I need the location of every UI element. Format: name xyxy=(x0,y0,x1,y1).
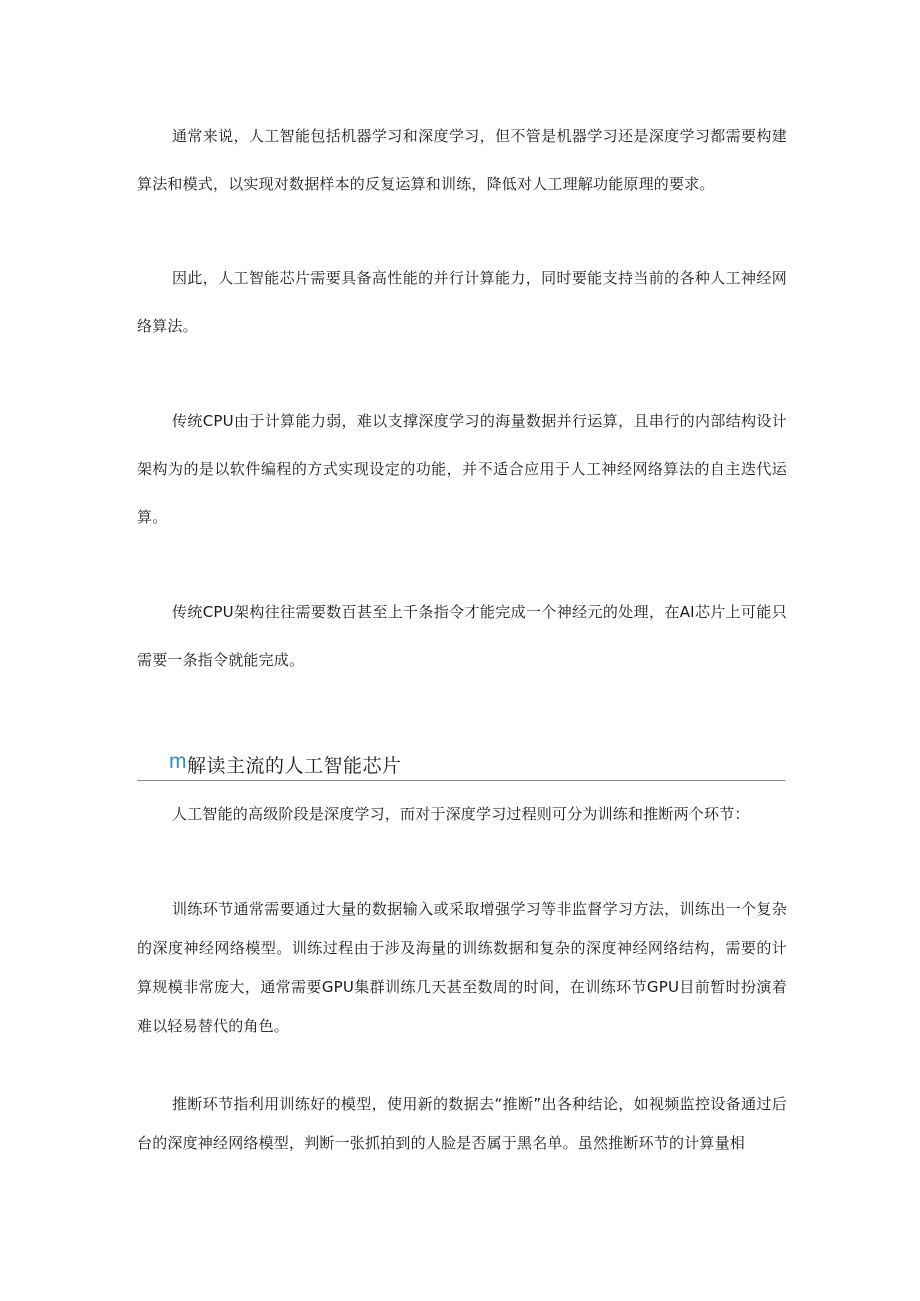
paragraph-cpu-limitations: 传统CPU由于计算能力弱，难以支撑深度学习的海量数据并行运算，且串行的内部结构设计架构为的是以软件编程的方式实现设定的功能，并不适合应用于人工神经网络算法的自主迭代运算。 xyxy=(137,412,787,526)
paragraph-ai-chip-requirements: 因此，人工智能芯片需要具备高性能的并行计算能力，同时要能支持当前的各种人工神经网络算法。 xyxy=(137,269,787,335)
heading-title: 解读主流的人工智能芯片 xyxy=(187,755,402,777)
paragraph-training: 训练环节通常需要通过大量的数据输入或采取增强学习等非监督学习方法，训练出一个复杂的深度神经网络模型。训练过程由于涉及海量的训练数据和复杂的深度神经网络结构，需要的计算规模非常庞大，通常需要GPU集群训练几天甚至数周的时间，在训练环节GPU目前暂时扮演着难以轻易替代的角色。 xyxy=(137,900,787,1035)
paragraph-deep-learning-stages: 人工智能的高级阶段是深度学习，而对于深度学习过程则可分为训练和推断两个环节： xyxy=(172,805,750,823)
paragraph-cpu-instructions: 传统CPU架构往往需要数百甚至上千条指令才能完成一个神经元的处理，在AI芯片上可能只需要一条指令就能完成。 xyxy=(137,603,787,669)
paragraph-ml-dl: 通常来说，人工智能包括机器学习和深度学习，但不管是机器学习还是深度学习都需要构建算法和模式，以实现对数据样本的反复运算和训练，降低对人工理解功能原理的要求。 xyxy=(137,127,787,193)
heading-marker: m xyxy=(169,750,187,773)
paragraph-inference: 推断环节指利用训练好的模型，使用新的数据去“推断”出各种结论，如视频监控设备通过后台的深度神经网络模型，判断一张抓拍到的人脸是否属于黑名单。虽然推断环节的计算量相 xyxy=(137,1095,787,1152)
section-heading xyxy=(137,748,785,781)
